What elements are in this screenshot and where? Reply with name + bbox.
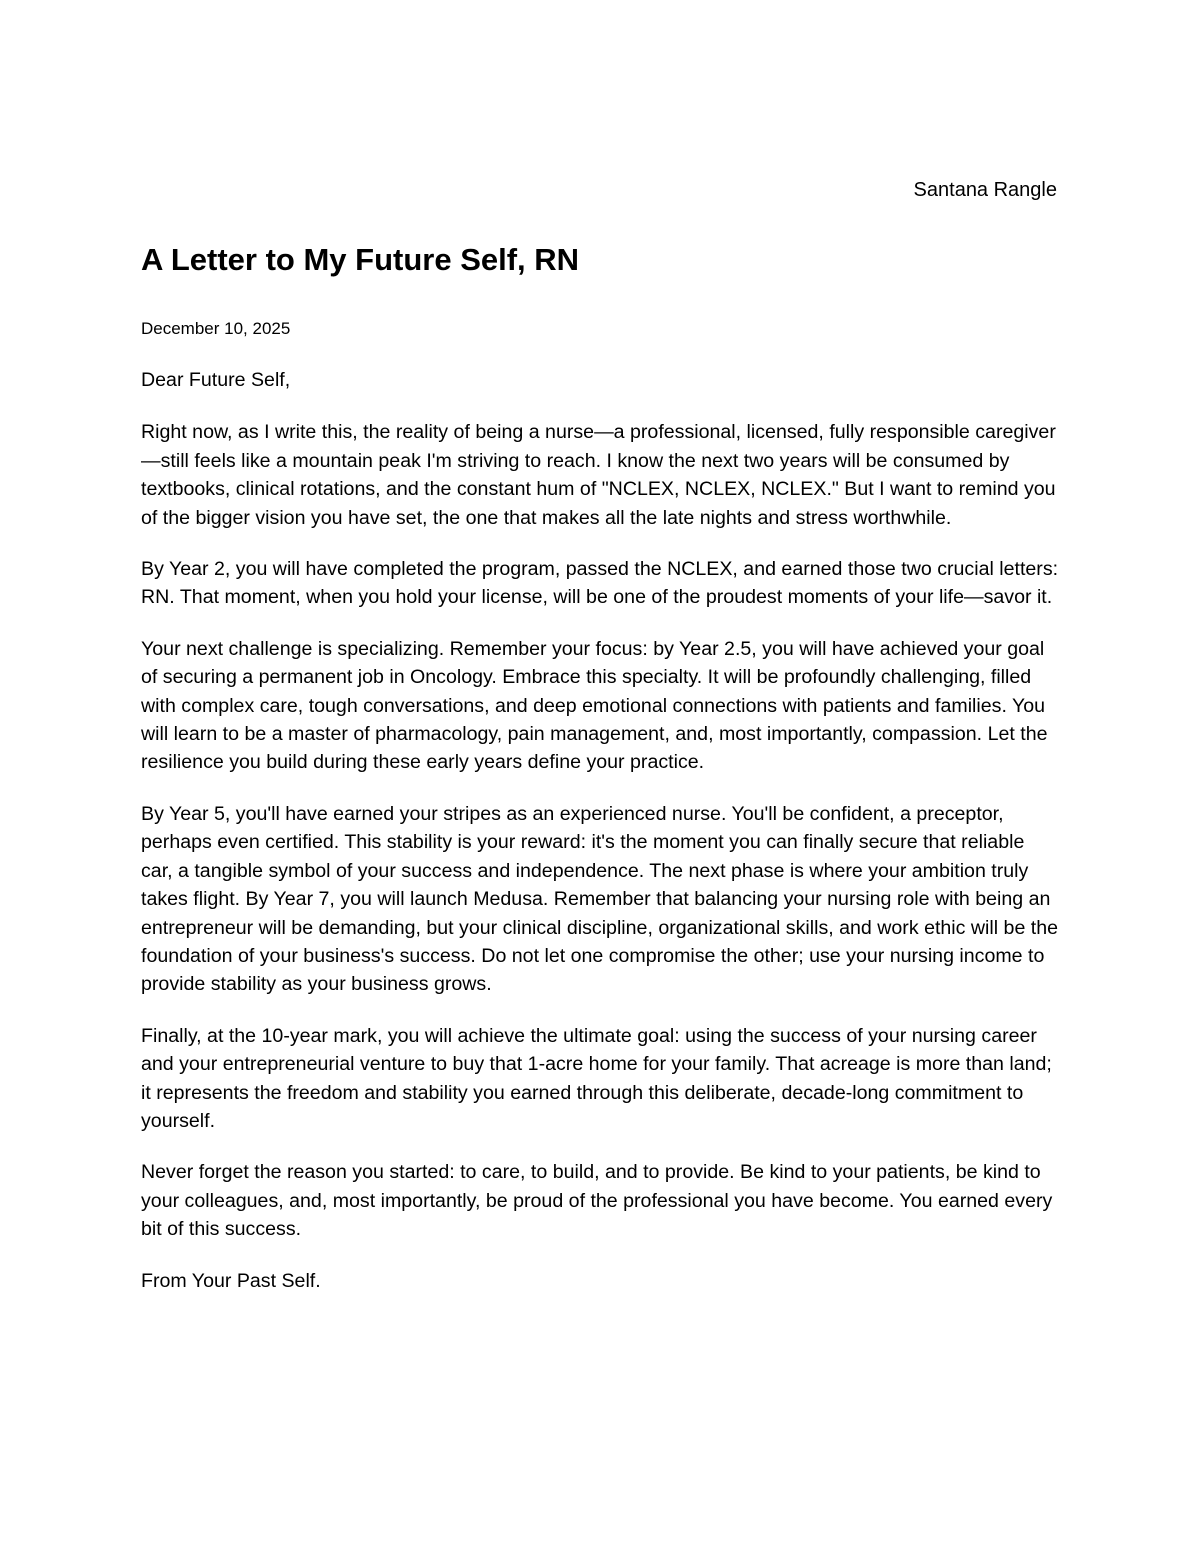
- author-name: Santana Rangle: [913, 179, 1057, 201]
- document-title: A Letter to My Future Self, RN: [141, 242, 580, 277]
- body-paragraph: By Year 5, you'll have earned your stripes as an experienced nurse. You'll be confident, a preceptor, perhaps even certified. This stability is your reward: it's the moment you can finally secure that reliable car, a tangible symbol of your success and independence. The next phase is where your ambition truly takes flight. By Year 7, you will launch Medusa. Remember that balancing your nursing role with being an entrepreneur will be demanding, but your clinical discipline, organizational skills, and work ethic will be the foundation of your business's success. Do not let one compromise the other; use your nursing income to provide stability as your business grows.: [141, 802, 1059, 996]
- body-paragraph: Finally, at the 10-year mark, you will achieve the ultimate goal: using the success of your nursing career and your entrepreneurial venture to buy that 1-acre home for your family. That acreage is more than land; it represents the freedom and stability you earned through this deliberate, decade-long commitment to yourself.: [141, 1024, 1052, 1132]
- closing-signature: From Your Past Self.: [141, 1269, 321, 1292]
- body-paragraph: Never forget the reason you started: to care, to build, and to provide. Be kind to your patients, be kind to your colleagues, and, most importantly, be proud of the professional you have become. You earned every bit of this success.: [141, 1161, 1053, 1241]
- body-paragraph: By Year 2, you will have completed the program, passed the NCLEX, and earned those two crucial letters: RN. That moment, when you hold your license, will be one of the proudest moments of your life—savor it.: [141, 558, 1059, 609]
- body-paragraph: Your next challenge is specializing. Remember your focus: by Year 2.5, you will have achieved your goal of securing a permanent job in Oncology. Embrace this specialty. It will be profoundly challenging, filled with complex care, tough conversations, and deep emotional connections with patients and families. You will learn to be a master of pharmacology, pain management, and, most importantly, compassion. Let the resilience you build during these early years define your practice.: [141, 637, 1048, 774]
- letter-date: December 10, 2025: [141, 319, 291, 338]
- salutation: Dear Future Self,: [141, 369, 291, 391]
- letter-body: [141, 366, 1061, 1318]
- body-paragraph: Right now, as I write this, the reality of being a nurse—a professional, licensed, fully responsible caregiver—still feels like a mountain peak I'm striving to reach. I know the next two years will be consumed by textbooks, clinical rotations, and the constant hum of "NCLEX, NCLEX, NCLEX." But I want to remind you of the bigger vision you have set, the one that makes all the late nights and stress worthwhile.: [141, 421, 1056, 529]
